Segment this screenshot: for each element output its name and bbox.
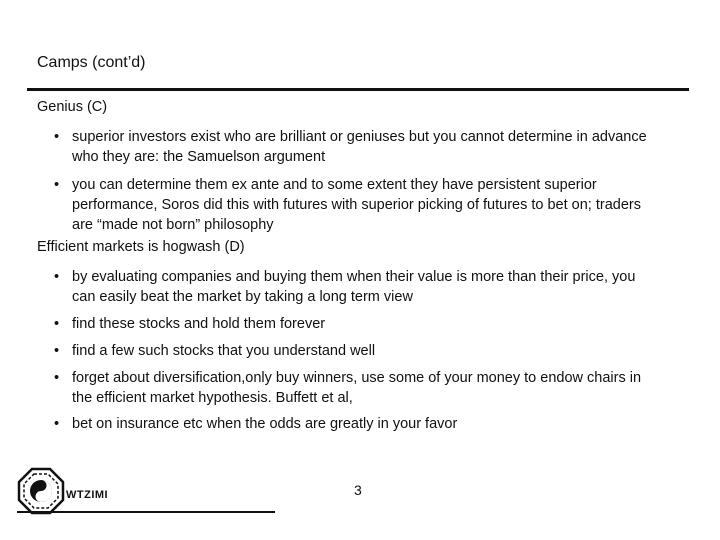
bullet-marker: •	[54, 316, 60, 332]
slide-title: Camps (cont’d)	[37, 54, 146, 71]
bullet-text: superior investors exist who are brilliant or geniuses but you cannot determine in advance who they are: the Samuelson argument	[72, 129, 647, 165]
bullet-marker: •	[54, 416, 60, 432]
bullet-text: by evaluating companies and buying them when their value is more than their price, you can easily beat the market by taking a long term view	[72, 269, 636, 305]
bullet-marker: •	[54, 129, 60, 145]
footer-divider	[17, 511, 275, 513]
bullet-marker: •	[54, 177, 60, 193]
bullet-marker: •	[54, 269, 60, 285]
section-heading-genius: Genius (C)	[37, 99, 108, 115]
section-heading-efficient-markets: Efficient markets is hogwash (D)	[37, 239, 245, 255]
title-divider	[27, 88, 689, 91]
octagon-logo-icon	[17, 467, 65, 515]
footer-brand: WTZIMI	[66, 489, 109, 501]
page-number: 3	[354, 482, 362, 498]
bullet-text: find a few such stocks that you understand well	[72, 343, 376, 359]
bullet-text: bet on insurance etc when the odds are greatly in your favor	[72, 416, 458, 432]
bullet-text: you can determine them ex ante and to some extent they have persistent superior performance, Soros did this with futures with superior picking of futures to bet on; traders are “made not born” philosophy	[72, 177, 641, 233]
bullet-text: forget about diversification,only buy winners, use some of your money to endow chairs in the efficient market hypothesis. Buffett et al,	[72, 370, 642, 406]
bullet-text: find these stocks and hold them forever	[72, 316, 326, 332]
bullet-marker: •	[54, 343, 60, 359]
bullet-marker: •	[54, 370, 60, 386]
